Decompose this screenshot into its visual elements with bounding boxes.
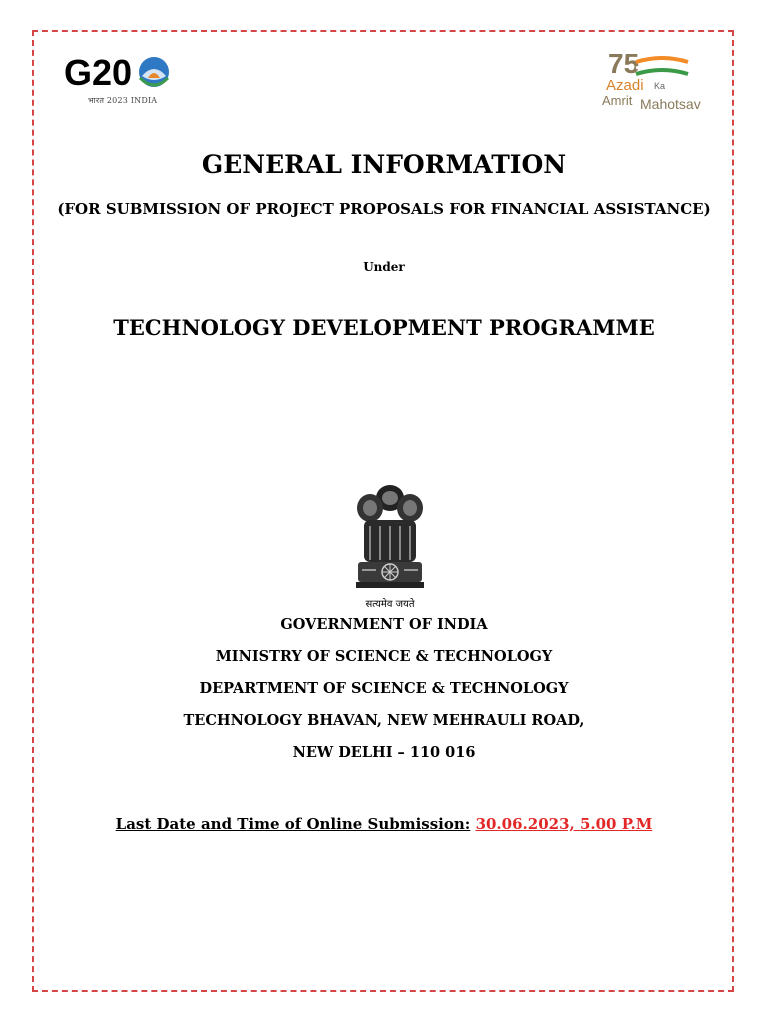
programme-title: TECHNOLOGY DEVELOPMENT PROGRAMME [113,315,655,340]
azadi-logo-ka: Ka [654,81,666,91]
azadi-logo-line2: Amrit [602,93,633,108]
g20-logo [64,52,174,112]
document-title: GENERAL INFORMATION [201,150,567,179]
g20-tagline: भारत 2023 INDIA [88,96,158,105]
deadline-label: Last Date and Time of Online Submission: [115,815,471,833]
azadi-logo-number: 75 [608,48,640,79]
national-emblem [350,482,430,614]
address-government: GOVERNMENT OF INDIA [280,616,488,633]
azadi-ka-amrit-mahotsav-logo [600,50,716,112]
address-department: DEPARTMENT OF SCIENCE & TECHNOLOGY [199,680,569,697]
lotus-globe-icon [136,54,172,94]
azadi-logo-line1: Azadi [606,77,644,94]
azadi-logo-line3: Mahotsav [640,96,701,112]
submission-deadline [0,815,768,833]
emblem-motto: सत्यमेव जयते [365,599,415,610]
document-subtitle: (FOR SUBMISSION OF PROJECT PROPOSALS FOR FINANCIAL ASSISTANCE) [57,200,711,218]
deadline-value: 30.06.2023, 5.00 P.M [475,815,653,833]
address-ministry: MINISTRY OF SCIENCE & TECHNOLOGY [215,648,553,665]
address-building: TECHNOLOGY BHAVAN, NEW MEHRAULI ROAD, [183,712,585,729]
lion-capital-emblem-icon [350,482,430,614]
g20-logo-text: G20 [64,52,133,93]
under-label: Under [363,260,405,274]
address-city: NEW DELHI – 110 016 [292,744,476,761]
